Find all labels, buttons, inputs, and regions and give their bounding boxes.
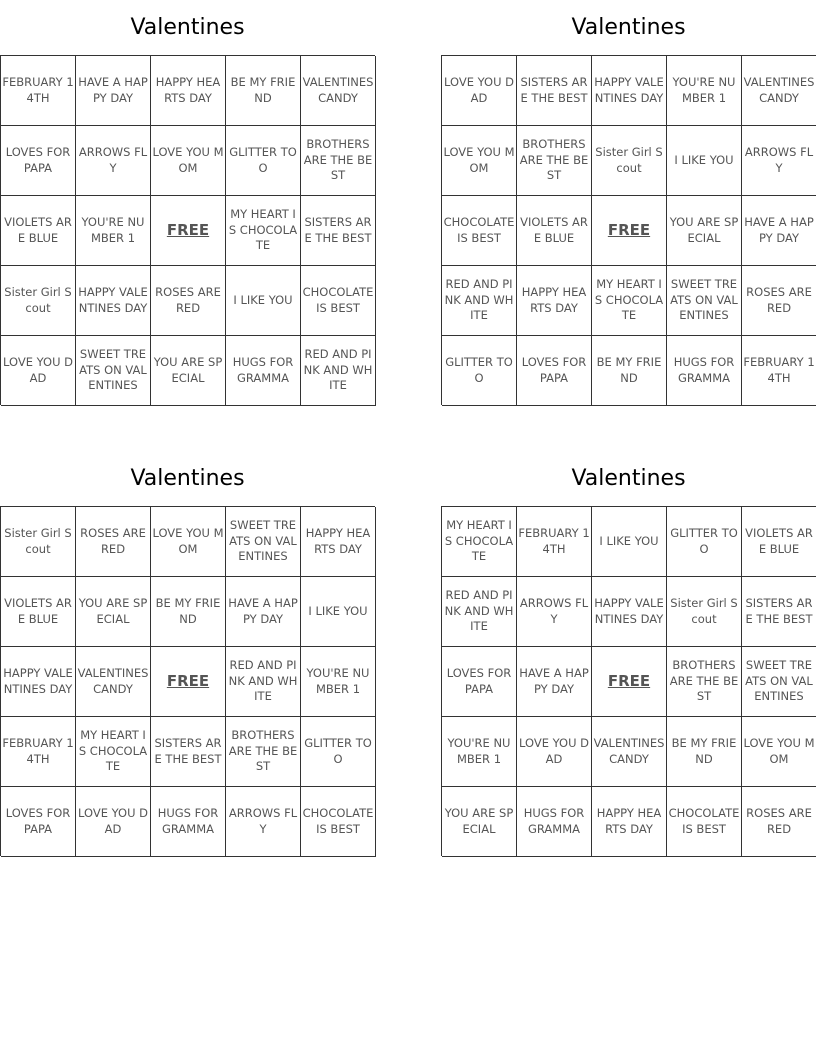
bingo-cell-text: RED AND PINK AND WHITE: [444, 588, 514, 634]
bingo-cell: [301, 577, 376, 647]
bingo-cell-text: YOU'RE NUMBER 1: [672, 75, 736, 105]
bingo-cell: [667, 336, 742, 406]
bingo-cell-text: HAPPY HEARTS DAY: [521, 285, 587, 315]
bingo-cell: [667, 266, 742, 336]
bingo-card-2: [441, 0, 816, 385]
bingo-cell-text: HAVE A HAPPY DAY: [228, 596, 298, 626]
bingo-cell: [76, 787, 151, 857]
bingo-cell-text: Sister Girl Scout: [4, 526, 72, 556]
bingo-cell-text: I LIKE YOU: [308, 603, 368, 618]
bingo-cell-text: LOVES FOR PAPA: [5, 806, 71, 836]
bingo-cell: [742, 126, 816, 196]
bingo-cell: [667, 717, 742, 787]
bingo-cell-text: BE MY FRIEND: [671, 736, 737, 766]
bingo-cell-text: ROSES ARE RED: [746, 806, 812, 836]
bingo-cell: [301, 717, 376, 787]
bingo-cell: [301, 196, 376, 266]
bingo-cell: [517, 266, 592, 336]
bingo-cell-text: HUGS FOR GRAMMA: [523, 806, 585, 836]
bingo-cell: [667, 56, 742, 126]
bingo-cell-text: VIOLETS ARE BLUE: [745, 526, 813, 556]
bingo-cell: [667, 647, 742, 717]
bingo-cell-text: LOVE YOU MOM: [443, 145, 515, 175]
bingo-cell-text: I LIKE YOU: [233, 292, 293, 307]
bingo-cell: [442, 717, 517, 787]
bingo-cell-text: HAPPY VALENTINES DAY: [594, 596, 664, 626]
bingo-cell: [742, 336, 816, 406]
bingo-cell-text: LOVE YOU DAD: [77, 806, 148, 836]
bingo-cell-text: SISTERS ARE THE BEST: [745, 596, 813, 626]
bingo-cell-text: LOVE YOU MOM: [152, 145, 224, 175]
bingo-cell: [592, 507, 667, 577]
bingo-cell: [517, 787, 592, 857]
bingo-cell-text: I LIKE YOU: [674, 152, 734, 167]
bingo-cell-text: RED AND PINK AND WHITE: [444, 277, 514, 323]
free-space-cell: [151, 196, 226, 266]
bingo-cell-text: YOU'RE NUMBER 1: [306, 666, 370, 696]
bingo-cell: [301, 336, 376, 406]
bingo-cell-text: VALENTINES CANDY: [593, 736, 665, 766]
bingo-card-4: [441, 451, 816, 836]
bingo-cell: [592, 336, 667, 406]
bingo-cell: [1, 56, 76, 126]
bingo-cell-text: LOVE YOU MOM: [743, 736, 815, 766]
bingo-cell: [301, 507, 376, 577]
bingo-cell: [442, 336, 517, 406]
bingo-cell: [667, 787, 742, 857]
bingo-cell-text: BE MY FRIEND: [596, 355, 662, 385]
bingo-cell-text: LOVE YOU MOM: [152, 526, 224, 556]
bingo-cell: [1, 126, 76, 196]
bingo-cell-text: Sister Girl Scout: [595, 145, 663, 175]
bingo-cell: [226, 336, 301, 406]
bingo-cell: [76, 266, 151, 336]
free-space-cell: [151, 647, 226, 717]
bingo-cell-text: HAVE A HAPPY DAY: [744, 215, 814, 245]
bingo-cell-text: HAPPY VALENTINES DAY: [594, 75, 664, 105]
bingo-cell-text: LOVE YOU DAD: [518, 736, 589, 766]
bingo-cell-text: GLITTER TOO: [304, 736, 372, 766]
bingo-cell: [592, 787, 667, 857]
free-space-label: FREE: [607, 220, 651, 239]
bingo-cell: [76, 126, 151, 196]
bingo-cell: [667, 507, 742, 577]
bingo-cell-text: ARROWS FLY: [519, 596, 589, 626]
bingo-cell-text: LOVES FOR PAPA: [5, 145, 71, 175]
bingo-cell: [517, 647, 592, 717]
bingo-cell-text: YOU ARE SPECIAL: [669, 215, 739, 245]
bingo-cell-text: RED AND PINK AND WHITE: [228, 658, 298, 704]
bingo-cell: [76, 717, 151, 787]
bingo-cell-text: VALENTINES CANDY: [77, 666, 149, 696]
bingo-cell-text: MY HEART IS CHOCOLATE: [228, 207, 298, 253]
bingo-cell-text: VIOLETS ARE BLUE: [4, 215, 72, 245]
bingo-cell-text: ARROWS FLY: [78, 145, 148, 175]
bingo-grid: [441, 55, 816, 405]
bingo-cell: [1, 577, 76, 647]
bingo-cell: [226, 196, 301, 266]
bingo-cell-text: MY HEART IS CHOCOLATE: [78, 728, 148, 774]
bingo-cell: [151, 787, 226, 857]
bingo-cell-text: ARROWS FLY: [744, 145, 814, 175]
bingo-cell-text: Sister Girl Scout: [4, 285, 72, 315]
bingo-cell-text: HAPPY HEARTS DAY: [155, 75, 221, 105]
bingo-cell: [226, 717, 301, 787]
bingo-cell-text: HAPPY HEARTS DAY: [596, 806, 662, 836]
bingo-cell-text: HAPPY HEARTS DAY: [305, 526, 371, 556]
bingo-cell: [226, 266, 301, 336]
bingo-cell: [517, 577, 592, 647]
bingo-cell: [1, 266, 76, 336]
bingo-cell-text: YOU ARE SPECIAL: [78, 596, 148, 626]
bingo-cell-text: YOU ARE SPECIAL: [153, 355, 223, 385]
bingo-cell-text: RED AND PINK AND WHITE: [303, 347, 373, 393]
bingo-cell: [1, 717, 76, 787]
bingo-cell-text: BROTHERS ARE THE BEST: [303, 137, 373, 183]
bingo-cell-text: I LIKE YOU: [599, 533, 659, 548]
bingo-cell: [1, 507, 76, 577]
bingo-cell: [442, 647, 517, 717]
bingo-cell-text: FEBRUARY 14TH: [2, 75, 74, 105]
bingo-cell: [151, 507, 226, 577]
bingo-cell-text: LOVE YOU DAD: [2, 355, 73, 385]
bingo-cell: [226, 647, 301, 717]
bingo-grid: [441, 506, 816, 856]
bingo-cell: [592, 266, 667, 336]
bingo-cell-text: CHOCOLATE IS BEST: [302, 285, 374, 315]
bingo-cell: [442, 787, 517, 857]
bingo-cell: [1, 196, 76, 266]
bingo-cell: [76, 336, 151, 406]
bingo-cell-text: HUGS FOR GRAMMA: [157, 806, 219, 836]
bingo-cell: [151, 577, 226, 647]
bingo-cell-text: SISTERS ARE THE BEST: [154, 736, 222, 766]
bingo-cell: [226, 56, 301, 126]
bingo-cell: [742, 647, 816, 717]
free-space-cell: [592, 196, 667, 266]
bingo-cell-text: HUGS FOR GRAMMA: [673, 355, 735, 385]
bingo-cell-text: VALENTINES CANDY: [302, 75, 374, 105]
bingo-cell: [76, 577, 151, 647]
bingo-cell: [226, 126, 301, 196]
bingo-cell-text: GLITTER TOO: [445, 355, 513, 385]
bingo-cell: [742, 507, 816, 577]
bingo-cell: [1, 336, 76, 406]
bingo-cell-text: BROTHERS ARE THE BEST: [519, 137, 589, 183]
bingo-cell: [667, 577, 742, 647]
card-title: Valentines: [571, 466, 686, 491]
free-space-label: FREE: [607, 671, 651, 690]
bingo-cell-text: HAVE A HAPPY DAY: [78, 75, 148, 105]
bingo-cell: [151, 126, 226, 196]
bingo-cell-text: SWEET TREATS ON VALENTINES: [745, 658, 813, 704]
bingo-cell: [151, 266, 226, 336]
bingo-cell: [742, 577, 816, 647]
bingo-cell: [1, 647, 76, 717]
bingo-cell-text: HAPPY VALENTINES DAY: [78, 285, 148, 315]
bingo-cell: [442, 56, 517, 126]
bingo-cell: [301, 787, 376, 857]
bingo-cell: [301, 126, 376, 196]
bingo-cell-text: CHOCOLATE IS BEST: [668, 806, 740, 836]
bingo-cell: [301, 56, 376, 126]
bingo-cell: [442, 577, 517, 647]
bingo-cell: [742, 717, 816, 787]
bingo-cell-text: LOVE YOU DAD: [443, 75, 514, 105]
bingo-cell-text: SISTERS ARE THE BEST: [520, 75, 588, 105]
bingo-grid: [0, 55, 375, 405]
bingo-grid: [0, 506, 375, 856]
bingo-cell-text: CHOCOLATE IS BEST: [302, 806, 374, 836]
free-space-label: FREE: [166, 671, 210, 690]
bingo-cell-text: MY HEART IS CHOCOLATE: [594, 277, 664, 323]
bingo-cell-text: YOU ARE SPECIAL: [444, 806, 514, 836]
card-title: Valentines: [571, 15, 686, 40]
bingo-cell-text: ARROWS FLY: [228, 806, 298, 836]
bingo-cell-text: YOU'RE NUMBER 1: [447, 736, 511, 766]
bingo-cell: [442, 196, 517, 266]
bingo-cell-text: ROSES ARE RED: [80, 526, 146, 556]
bingo-cell: [667, 196, 742, 266]
bingo-cell: [742, 56, 816, 126]
bingo-cell: [76, 196, 151, 266]
bingo-cell: [517, 56, 592, 126]
card-title: Valentines: [130, 15, 245, 40]
bingo-cell-text: BE MY FRIEND: [155, 596, 221, 626]
bingo-cell: [742, 266, 816, 336]
bingo-cell: [592, 126, 667, 196]
bingo-cell: [301, 647, 376, 717]
bingo-cell-text: SWEET TREATS ON VALENTINES: [79, 347, 147, 393]
bingo-cell-text: FEBRUARY 14TH: [518, 526, 590, 556]
bingo-cell-text: SISTERS ARE THE BEST: [304, 215, 372, 245]
bingo-cell: [592, 577, 667, 647]
bingo-cell: [442, 126, 517, 196]
bingo-cell-text: SWEET TREATS ON VALENTINES: [670, 277, 738, 323]
bingo-cell: [517, 717, 592, 787]
bingo-cell-text: YOU'RE NUMBER 1: [81, 215, 145, 245]
bingo-card-1: [0, 0, 375, 393]
bingo-cell-text: BROTHERS ARE THE BEST: [669, 658, 739, 704]
bingo-cell-text: LOVES FOR PAPA: [521, 355, 587, 385]
bingo-cell: [742, 196, 816, 266]
bingo-cell: [442, 507, 517, 577]
bingo-cell-text: BE MY FRIEND: [230, 75, 296, 105]
bingo-cell: [226, 577, 301, 647]
bingo-cell: [742, 787, 816, 857]
bingo-cell-text: BROTHERS ARE THE BEST: [228, 728, 298, 774]
card-title: Valentines: [130, 466, 245, 491]
bingo-cell: [151, 336, 226, 406]
bingo-card-3: [0, 451, 375, 836]
bingo-cell-text: HUGS FOR GRAMMA: [232, 355, 294, 385]
free-space-label: FREE: [166, 220, 210, 239]
bingo-cell-text: ROSES ARE RED: [155, 285, 221, 315]
bingo-cell-text: HAPPY VALENTINES DAY: [3, 666, 73, 696]
bingo-cell: [1, 787, 76, 857]
bingo-cell: [442, 266, 517, 336]
bingo-cell-text: VIOLETS ARE BLUE: [520, 215, 588, 245]
bingo-cell: [226, 507, 301, 577]
bingo-cell: [151, 717, 226, 787]
bingo-cell-text: Sister Girl Scout: [670, 596, 738, 626]
bingo-cell: [151, 56, 226, 126]
bingo-cell: [592, 717, 667, 787]
bingo-cell-text: SWEET TREATS ON VALENTINES: [229, 518, 297, 564]
bingo-cell: [76, 56, 151, 126]
free-space-cell: [592, 647, 667, 717]
bingo-cell: [76, 647, 151, 717]
bingo-cell: [76, 507, 151, 577]
bingo-cell: [517, 126, 592, 196]
bingo-cell-text: LOVES FOR PAPA: [446, 666, 512, 696]
bingo-cell-text: FEBRUARY 14TH: [743, 355, 815, 385]
bingo-cell-text: VALENTINES CANDY: [743, 75, 815, 105]
bingo-cell: [226, 787, 301, 857]
bingo-cell-text: CHOCOLATE IS BEST: [443, 215, 515, 245]
bingo-cell: [517, 336, 592, 406]
bingo-cell-text: VIOLETS ARE BLUE: [4, 596, 72, 626]
bingo-cell: [301, 266, 376, 336]
bingo-cell: [667, 126, 742, 196]
bingo-cell-text: HAVE A HAPPY DAY: [519, 666, 589, 696]
bingo-cell: [517, 196, 592, 266]
bingo-cell-text: FEBRUARY 14TH: [2, 736, 74, 766]
bingo-cell-text: GLITTER TOO: [670, 526, 738, 556]
bingo-cell-text: MY HEART IS CHOCOLATE: [444, 518, 514, 564]
bingo-cell-text: ROSES ARE RED: [746, 285, 812, 315]
bingo-cell-text: GLITTER TOO: [229, 145, 297, 175]
bingo-cell: [517, 507, 592, 577]
bingo-cell: [592, 56, 667, 126]
